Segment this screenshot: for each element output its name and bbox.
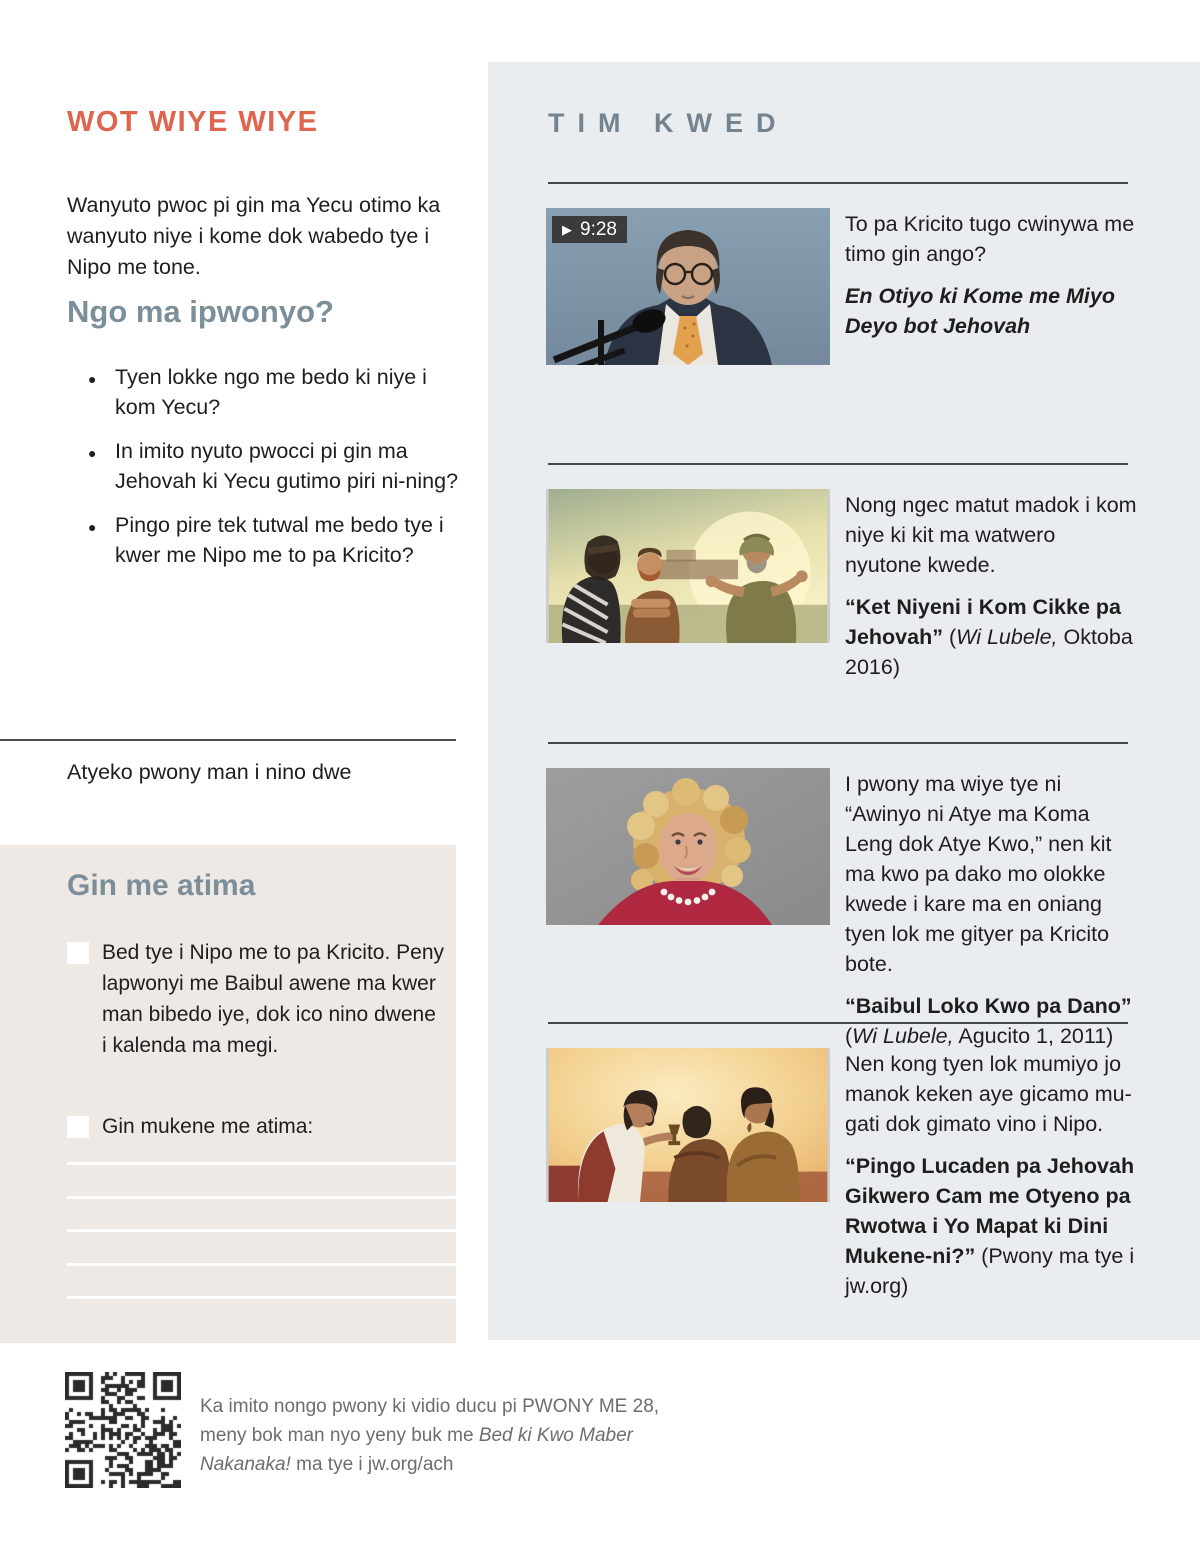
todo-item: Bed tye i Nipo me to pa Kricito. Peny lapwonyi me Baibul awene ma kwer man bibedo iye, dok ico nino dwene i kalenda ma megi. (102, 941, 444, 1057)
three-men-talking-illustration (546, 489, 830, 643)
writing-line[interactable] (67, 1196, 456, 1199)
tim-kwed-panel (488, 62, 1200, 1340)
lords-evening-meal-painting (546, 1048, 830, 1202)
video-duration-badge (552, 216, 627, 243)
reference: “Ket Niyeni i Kom Cikke pa Jehovah” (Wi Lubele, Oktoba 2016) (845, 595, 1133, 679)
article-image (546, 1048, 830, 1202)
footer-note: Ka imito nongo pwony ki vidio ducu pi PWONY ME 28, meny bok man nyo yeny buk me Bed ki Kwo Maber Nakanaka! ma tye i jw.org/ach (200, 1396, 660, 1475)
reference-title: “Pingo Lucaden pa Jehovah Gikwero Cam me Otyeno pa Rwotwa i Yo Mapat ki Dini Mukene-ni?” (845, 1154, 1135, 1268)
divider (548, 742, 1128, 744)
qr-code (65, 1372, 181, 1488)
reference-title: “Ket Niyeni i Kom Cikke pa Jehovah” (845, 595, 1121, 649)
panel-title: TIM KWED (548, 108, 789, 138)
question-item: ● Pingo pire tek tutwal me bedo tye i kwer me Nipo me to pa Kricito? (67, 510, 467, 570)
video-duration: 9:28 (580, 218, 617, 240)
book-title: Bed ki Kwo Maber Nakanaka! (200, 1425, 633, 1475)
article-image (546, 489, 830, 643)
divider (548, 463, 1128, 465)
divider (0, 739, 456, 741)
section-text (845, 769, 1137, 1051)
article-image (546, 768, 830, 925)
intro-paragraph: Wanyuto pwoc pi gin ma Yecu otimo ka wanyuto niye i kome dok wabedo tye i Nipo me tone. (67, 192, 441, 279)
reference-title: “Baibul Loko Kwo pa Dano” (845, 994, 1132, 1018)
source-name: Wi Lubele, (852, 1024, 954, 1048)
question-list (67, 362, 467, 584)
completion-note: Atyeko pwony man i nino dwe (67, 760, 352, 784)
todo-box (0, 845, 456, 1343)
section-lead: To pa Kricito tugo cwinywa me timo gin ango? (845, 212, 1135, 266)
section-lead: Nong ngec matut madok i kom niye ki kit ma watwero nyutone kwede. (845, 493, 1137, 577)
section-title-wot-wiye-wiye: WOT WIYE WIYE (67, 106, 319, 138)
section-text (845, 1049, 1137, 1301)
reference: “Baibul Loko Kwo pa Dano” (Wi Lubele, Agucito 1, 2011) (845, 994, 1132, 1048)
section-text (845, 209, 1137, 341)
divider (548, 182, 1128, 184)
writing-line[interactable] (67, 1162, 456, 1165)
video-thumbnail[interactable] (546, 208, 830, 365)
video-title: En Otiyo ki Kome me Miyo Deyo bot Jehovah (845, 284, 1115, 338)
todo-checkbox[interactable] (67, 942, 89, 964)
question-item: ● Tyen lokke ngo me bedo ki niye i kom Yecu? (67, 362, 467, 422)
questions-heading: Ngo ma ipwonyo? (67, 294, 334, 329)
smiling-woman-photo (546, 768, 830, 925)
writing-line[interactable] (67, 1263, 456, 1266)
section-lead: Nen kong tyen lok mumiyo jo manok keken aye gicamo mu-gati dok gimato vino i Nipo. (845, 1052, 1132, 1136)
source-name: Wi Lubele, (956, 625, 1058, 649)
writing-line[interactable] (67, 1296, 456, 1299)
todo-checkbox[interactable] (67, 1116, 89, 1138)
section-text (845, 490, 1137, 682)
reference: “Pingo Lucaden pa Jehovah Gikwero Cam me Otyeno pa Rwotwa i Yo Mapat ki Dini Mukene-ni?” (Pwony ma tye i jw.org) (845, 1154, 1135, 1298)
section-lead: I pwony ma wiye tye ni “Awinyo ni Atye ma Koma Leng dok Atye Kwo,” nen kit ma kwo pa dako mo olokke kwede i kare ma en oniang tyen lok me gityer pa Kricito bote. (845, 772, 1112, 976)
play-icon: ▶ (562, 222, 572, 237)
todo-heading: Gin me atima (67, 869, 256, 902)
todo-item: Gin mukene me atima: (102, 1115, 314, 1138)
writing-line[interactable] (67, 1229, 456, 1232)
question-item: ● In imito nyuto pwocci pi gin ma Jehovah ki Yecu gutimo piri ni-ning? (67, 436, 467, 496)
